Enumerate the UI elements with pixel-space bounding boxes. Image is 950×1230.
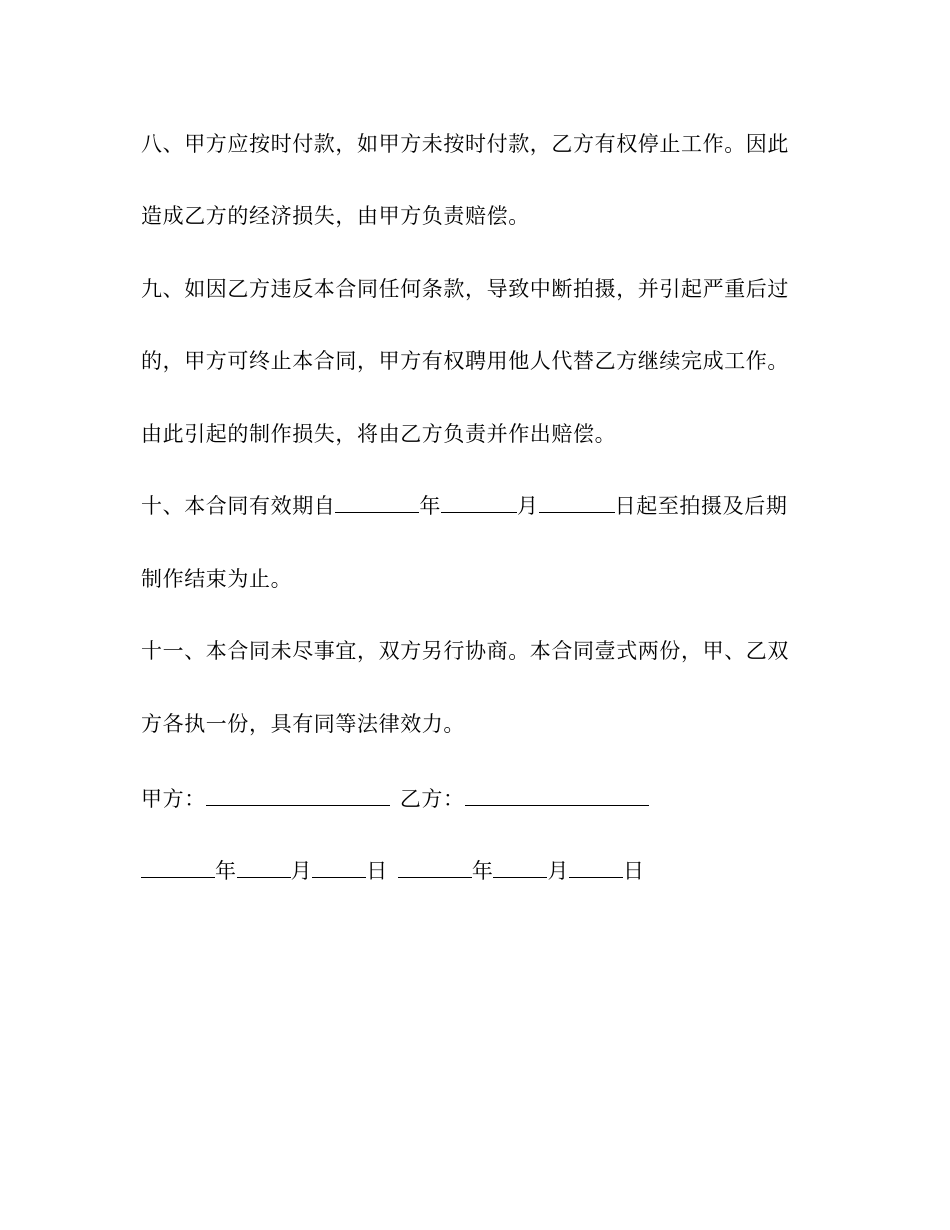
clause-10-line-2: 制作结束为止。	[141, 567, 293, 591]
party-a-month-blank	[237, 857, 291, 878]
party-a-year-blank	[141, 857, 215, 878]
clause-8-line-1: 八、甲方应按时付款，如甲方未按时付款，乙方有权停止工作。因此	[141, 132, 789, 156]
party-b-year-blank	[398, 857, 472, 878]
clause-10-suffix: 日起至拍摄及后期	[614, 494, 788, 518]
validity-year-label: 年	[419, 494, 442, 518]
party-b-month-blank	[493, 857, 547, 878]
party-b-year-label: 年	[471, 859, 494, 883]
party-a-signature-blank	[206, 785, 390, 806]
clause-9-line-2: 的，甲方可终止本合同，甲方有权聘用他人代替乙方继续完成工作。	[141, 349, 789, 373]
party-a-month-label: 月	[290, 859, 313, 883]
clause-10-line-1	[141, 492, 821, 520]
validity-day-blank	[539, 492, 615, 513]
clause-8-line-2: 造成乙方的经济损失，由甲方负责赔偿。	[141, 204, 530, 228]
clause-10-prefix: 十、本合同有效期自	[141, 494, 336, 518]
validity-month-label: 月	[517, 494, 539, 518]
clause-9-line-1: 九、如因乙方违反本合同任何条款，导致中断拍摄，并引起严重后过	[141, 277, 789, 301]
party-b-signature-blank	[465, 785, 649, 806]
clause-11-line-1: 十一、本合同未尽事宜，双方另行协商。本合同壹式两份，甲、乙双	[141, 639, 789, 663]
party-a-year-label: 年	[215, 859, 237, 883]
party-b-month-label: 月	[547, 859, 570, 883]
party-a-day-blank	[312, 857, 366, 878]
party-b-day-label: 日	[623, 859, 645, 883]
clause-11-line-2: 方各执一份，具有同等法律效力。	[141, 712, 465, 736]
signature-row	[141, 785, 821, 813]
clause-9-line-3: 由此引起的制作损失，将由乙方负责并作出赔偿。	[141, 422, 617, 446]
validity-month-blank	[441, 492, 517, 513]
signature-date-row	[141, 857, 821, 885]
party-a-label: 甲方：	[141, 787, 206, 811]
party-b-day-blank	[569, 857, 623, 878]
validity-year-blank	[335, 492, 419, 513]
party-b-label: 乙方：	[399, 787, 465, 811]
party-a-day-label: 日	[366, 859, 388, 883]
